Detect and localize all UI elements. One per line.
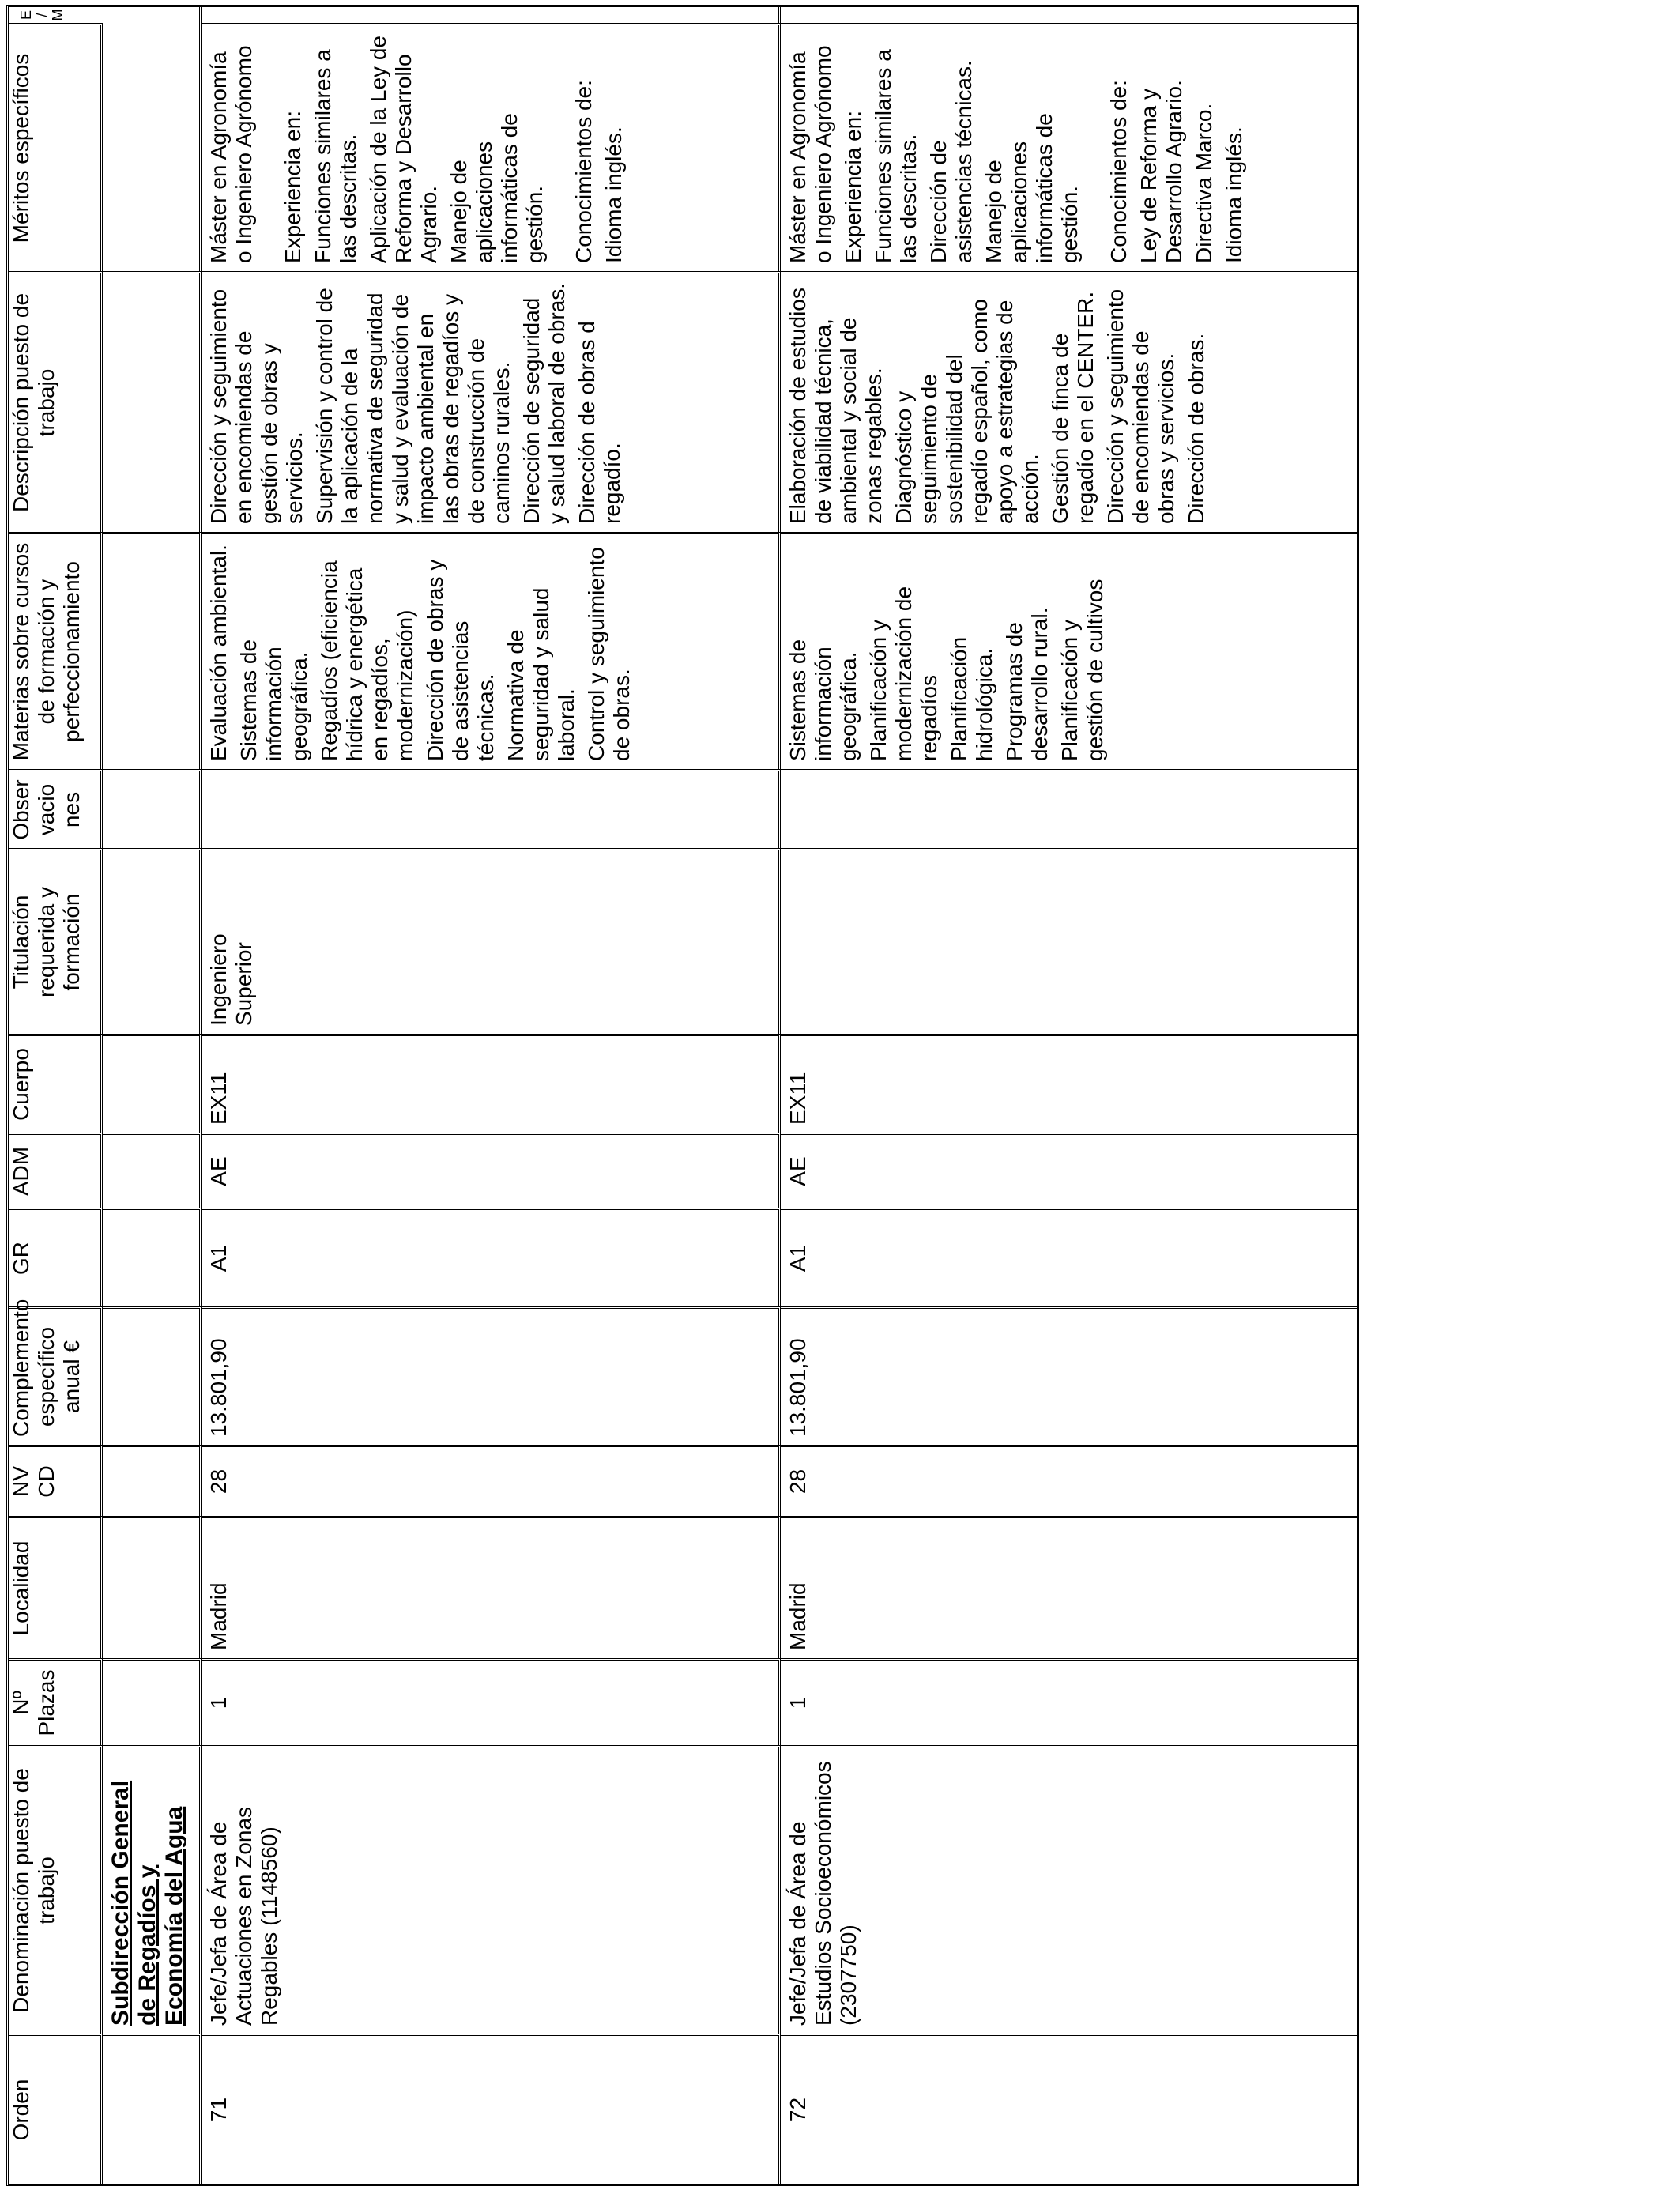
merito-item: Directiva Marco. <box>1191 103 1216 263</box>
merito-item: Funciones similares a las descritas. <box>310 49 360 263</box>
cell-meritos <box>781 23 1357 271</box>
merito-item: Aplicación de la Ley de Reforma y Desarrollo Agrario. <box>365 36 441 263</box>
header-titulacion: Titulación requerida y formación <box>9 848 103 1034</box>
cell-orden <box>202 2034 781 2184</box>
section-cell-title <box>103 1745 202 2034</box>
cell-complemento <box>781 1306 1357 1445</box>
meritos-list <box>202 33 627 263</box>
descripcion-item: Dirección y seguimiento de encomiendas de obras y servicios. <box>1102 288 1178 524</box>
materias-list <box>202 542 635 761</box>
header-nivel: NV CD <box>9 1445 103 1516</box>
titulacion-value <box>781 858 785 1026</box>
section-cell-empty <box>103 271 202 532</box>
cell-descripcion <box>781 271 1357 532</box>
merito-item: Funciones similares a las descritas. <box>870 49 921 263</box>
header-cuerpo: Cuerpo <box>9 1034 103 1133</box>
header-em-label: E / M <box>18 9 66 21</box>
materia-item: Dirección de obras y de asistencias técnicas. <box>422 559 498 761</box>
cell-grupo <box>202 1208 781 1306</box>
cell-denominacion <box>202 1745 781 2034</box>
cell-observaciones <box>202 769 781 848</box>
materia-item: Planificación y gestión de cultivos <box>1057 579 1107 761</box>
section-cell-empty <box>103 23 202 271</box>
descripcion-item: Gestión de finca de regadío en el CENTER. <box>1047 291 1098 524</box>
section-cell-empty <box>103 1658 202 1745</box>
cell-nivel <box>202 1445 781 1516</box>
merito-item: Conocimientos de: <box>1106 80 1131 263</box>
descripcion-item: Diagnóstico y seguimiento de sostenibilidad del regadío español, como apoyo a estrategias de acción. <box>891 299 1042 524</box>
section-title: Subdirección General de Regadíos y Economía del Agua <box>107 1780 187 2026</box>
materias-list <box>781 542 1108 761</box>
nivel-value: 28 <box>205 1468 231 1495</box>
header-adm: ADM <box>9 1133 103 1208</box>
merito-item: Ley de Reforma y Desarrollo Agrario. <box>1136 80 1186 263</box>
cell-plazas <box>202 1658 781 1745</box>
cell-localidad <box>781 1516 1357 1658</box>
titulacion-value: Ingeniero Superior <box>205 933 256 1026</box>
meritos-list <box>781 33 1247 263</box>
observaciones-value <box>202 779 206 840</box>
materia-item: Planificación y modernización de regadíos <box>865 586 941 761</box>
positions-table <box>6 5 1359 2186</box>
materia-item: Programas de desarrollo rural. <box>1001 607 1052 761</box>
table-row <box>202 7 781 2184</box>
header-em <box>9 7 202 23</box>
section-cell-empty <box>103 769 202 848</box>
adm-value: AE <box>205 1156 231 1186</box>
materia-item: Normativa de seguridad y salud laboral. <box>503 587 578 761</box>
section-cell-empty <box>103 1306 202 1445</box>
merito-item: Idioma inglés. <box>601 126 626 263</box>
cell-em <box>202 7 781 23</box>
cell-meritos <box>202 23 781 271</box>
descripcion-item: Dirección y seguimiento en encomiendas de gestión de obras y servicios. <box>205 288 307 524</box>
merito-item: Máster en Agronomía o Ingeniero Agrónomo <box>205 45 256 263</box>
grupo-value: A1 <box>785 1244 810 1272</box>
descripcion-list <box>202 281 625 524</box>
cell-titulacion <box>202 848 781 1034</box>
descripcion-item: Dirección de obras. <box>1183 333 1208 524</box>
cell-localidad <box>202 1516 781 1658</box>
cell-complemento <box>202 1306 781 1445</box>
plazas-value: 1 <box>205 1696 231 1710</box>
descripcion-item: Dirección de obras d regadío. <box>574 321 624 524</box>
materia-item: Evaluación ambiental. <box>205 545 231 761</box>
header-denominacion: Denominación puesto de trabajo <box>9 1745 103 2034</box>
merito-item: Dirección de asistencias técnicas. <box>925 60 976 263</box>
materia-item: Regadíos (eficiencia hídrica y energética en regadíos, modernización) <box>316 560 417 761</box>
header-meritos: Méritos específicos <box>9 23 103 271</box>
nivel-value: 28 <box>785 1468 810 1495</box>
cell-denominacion <box>781 1745 1357 2034</box>
descripcion-item: Elaboración de estudios de viabilidad técnica, ambiental y social de zonas regables. <box>785 288 886 524</box>
header-plazas: Nº Plazas <box>9 1658 103 1745</box>
section-cell-empty <box>103 1034 202 1133</box>
cell-nivel <box>781 1445 1357 1516</box>
cell-observaciones <box>781 769 1357 848</box>
cell-em <box>781 7 1357 23</box>
header-complemento: Complemento específico anual € <box>9 1306 103 1445</box>
cell-descripcion <box>202 271 781 532</box>
merito-item: Experiencia en: <box>840 110 865 263</box>
descripcion-list <box>781 281 1209 524</box>
cell-cuerpo <box>202 1034 781 1133</box>
localidad-value: Madrid <box>785 1582 810 1650</box>
observaciones-value <box>781 779 785 840</box>
header-localidad: Localidad <box>9 1516 103 1658</box>
materia-item: Control y seguimiento de obras. <box>583 547 634 761</box>
table-row <box>781 7 1357 2184</box>
section-cell-empty <box>103 1208 202 1306</box>
plazas-value: 1 <box>785 1696 810 1710</box>
header-grupo: GR <box>9 1208 103 1306</box>
cell-cuerpo <box>781 1034 1357 1133</box>
complemento-value: 13.801,90 <box>205 1338 231 1437</box>
cell-titulacion <box>781 848 1357 1034</box>
section-cell-empty <box>103 848 202 1034</box>
denominacion-value: Jefe/Jefa de Área de Actuaciones en Zonas Regables (1148560) <box>205 1806 281 2026</box>
merito-item: Experiencia en: <box>280 110 305 263</box>
orden-value: 72 <box>785 2097 810 2123</box>
merito-item: Máster en Agronomía o Ingeniero Agrónomo <box>785 45 835 263</box>
header-row <box>9 7 103 2184</box>
materia-item: Planificación hidrológica. <box>946 636 996 761</box>
merito-item: Idioma inglés. <box>1221 126 1246 263</box>
section-cell-empty <box>103 1133 202 1208</box>
merito-item: Conocimientos de: <box>571 80 596 263</box>
cell-plazas <box>781 1658 1357 1745</box>
localidad-value: Madrid <box>205 1582 231 1650</box>
merito-item: Manejo de aplicaciones informáticas de gestión. <box>446 113 547 263</box>
materia-item: Sistemas de información geográfica. <box>235 639 311 761</box>
descripcion-item: Dirección de seguridad y salud laboral de obras. <box>518 282 569 524</box>
descripcion-item: Supervisión y control de la aplicación de la normativa de seguridad y salud y evaluación de impacto ambiental en las obras de regadíos y de construcción de caminos rurales. <box>311 288 514 524</box>
adm-value: AE <box>785 1156 810 1186</box>
section-cell-empty <box>103 1445 202 1516</box>
cell-adm <box>781 1133 1357 1208</box>
section-cell-orden <box>103 2034 202 2184</box>
header-observaciones: Obser vacio nes <box>9 769 103 848</box>
header-descripcion: Descripción puesto de trabajo <box>9 271 103 532</box>
section-cell-empty <box>103 532 202 769</box>
cuerpo-value: EX11 <box>785 1072 810 1125</box>
materia-item: Sistemas de información geográfica. <box>785 639 861 761</box>
section-cell-empty <box>103 1516 202 1658</box>
grupo-value: A1 <box>205 1244 231 1272</box>
cell-adm <box>202 1133 781 1208</box>
cell-materias <box>781 532 1357 769</box>
cuerpo-value: EX11 <box>205 1072 231 1125</box>
cell-materias <box>202 532 781 769</box>
merito-item: Manejo de aplicaciones informáticas de gestión. <box>981 113 1082 263</box>
cell-grupo <box>781 1208 1357 1306</box>
denominacion-value: Jefe/Jefa de Área de Estudios Socioeconómicos (2307750) <box>785 1761 861 2026</box>
complemento-value: 13.801,90 <box>785 1338 810 1437</box>
header-orden: Orden <box>9 2034 103 2184</box>
section-row <box>103 7 202 2184</box>
cell-orden <box>781 2034 1357 2184</box>
orden-value: 71 <box>205 2097 231 2123</box>
header-materias: Materias sobre cursos de formación y perfeccionamiento <box>9 532 103 769</box>
